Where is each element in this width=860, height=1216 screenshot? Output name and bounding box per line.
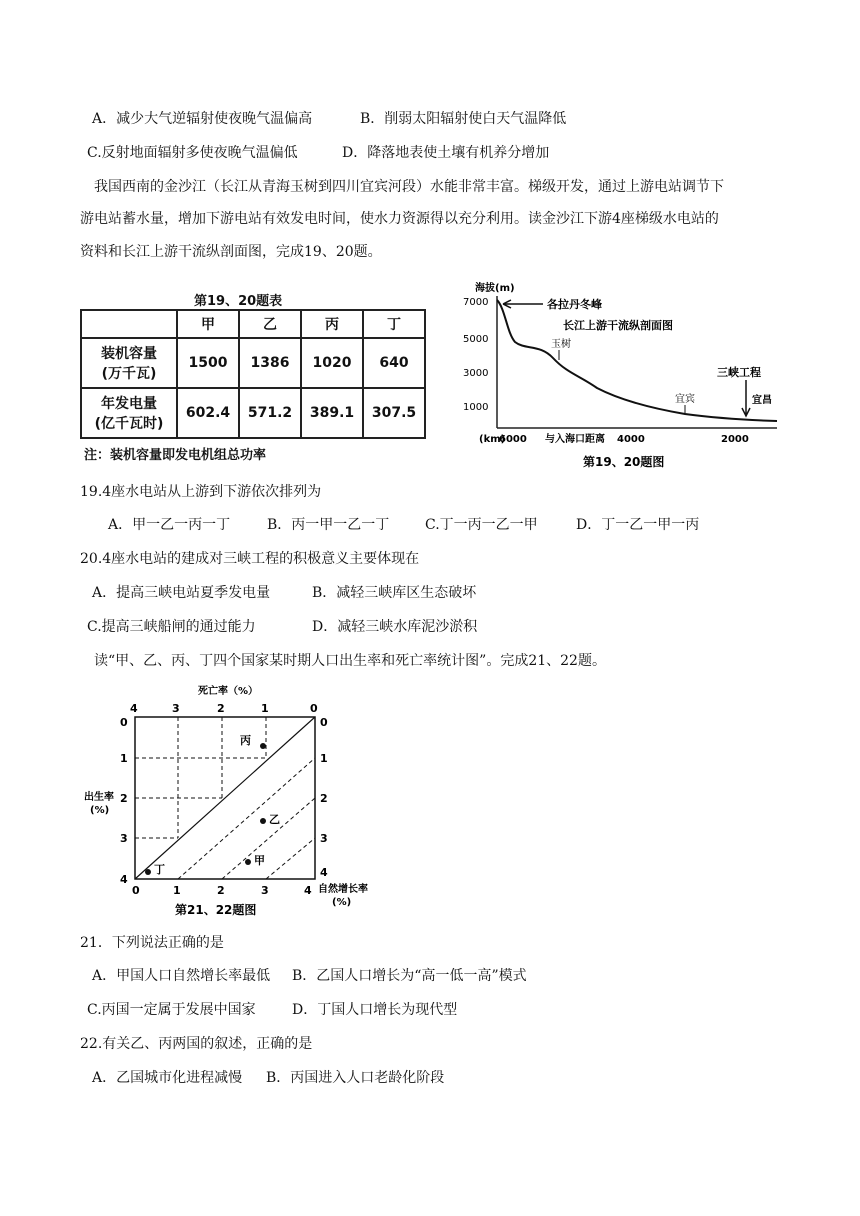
- tri-tick: 4: [320, 866, 328, 879]
- tri-right-label: (%): [332, 897, 352, 908]
- yibin-label: 宜宾: [675, 394, 695, 405]
- point-jia: [245, 859, 251, 865]
- point-label-yi: 乙: [269, 813, 280, 826]
- table-note: 注：装机容量即发电机组总功率: [84, 448, 267, 463]
- sanxia-label: 三峡工程: [717, 366, 761, 379]
- profile-ytick: 3000: [463, 368, 489, 379]
- profile-title: 长江上游干流纵剖面图: [563, 319, 673, 332]
- arrow-icon: [503, 300, 543, 308]
- profile-xtick: 6000: [499, 434, 527, 445]
- tri-gridline: [266, 838, 315, 879]
- profile-x-unit: (km): [479, 434, 506, 445]
- tri-tick: 1: [173, 884, 181, 897]
- q18-option-a: A．减少大气逆辐射使夜晚气温偏高: [92, 111, 313, 127]
- q21-option-d: D．丁国人口增长为现代型: [292, 1002, 458, 1018]
- tri-left-label: (%): [90, 805, 110, 816]
- tri-tick: 3: [261, 884, 269, 897]
- point-bing: [260, 743, 266, 749]
- tri-caption: 第21、22题图: [175, 903, 257, 917]
- tri-tick: 2: [120, 792, 128, 805]
- table-title: 第19、20题表: [194, 294, 283, 309]
- yichang-label: 宜昌: [752, 395, 772, 406]
- q20-option-d: D．减轻三峡水库泥沙淤积: [312, 619, 478, 635]
- table-header: 甲: [177, 310, 239, 338]
- q19-option-b: B．丙一甲一乙一丁: [267, 517, 390, 533]
- profile-caption: 第19、20题图: [583, 455, 665, 469]
- arrow-down-icon: [742, 380, 750, 416]
- q22-option-b: B．丙国进入人口老龄化阶段: [266, 1070, 445, 1086]
- table-cell: 1020: [301, 338, 363, 388]
- tri-tick: 3: [172, 702, 180, 715]
- q19-stem: 19.4座水电站从上游到下游依次排列为: [80, 484, 322, 500]
- profile-ytick: 5000: [463, 334, 489, 345]
- point-yi: [260, 818, 266, 824]
- profile-xtick: 2000: [721, 434, 749, 445]
- q20-option-c: C.提高三峡船闸的通过能力: [87, 619, 256, 635]
- tri-tick: 3: [120, 832, 128, 845]
- tri-tick: 2: [217, 884, 225, 897]
- table-row-label: 年发电量 (亿千瓦时): [81, 388, 177, 438]
- q18-option-d: D．降落地表使土壤有机养分增加: [342, 145, 550, 161]
- profile-xtick: 4000: [617, 434, 645, 445]
- q20-option-b: B．减轻三峡库区生态破坏: [312, 585, 477, 601]
- point-label-ding: 丁: [154, 863, 165, 876]
- tri-tick: 0: [132, 884, 140, 897]
- tri-tick: 4: [130, 702, 138, 715]
- table-cell: 571.2: [239, 388, 301, 438]
- q19-option-d: D．丁一乙一甲一丙: [576, 517, 700, 533]
- tri-tick: 0: [120, 716, 128, 729]
- profile-ytick: 1000: [463, 402, 489, 413]
- point-label-bing: 丙: [240, 734, 251, 747]
- profile-ylabel: 海拔(m): [475, 283, 515, 294]
- table-header: 乙: [239, 310, 301, 338]
- river-profile-chart: [455, 278, 790, 478]
- q21-option-a: A．甲国人口自然增长率最低: [92, 968, 271, 984]
- q22-option-a: A．乙国城市化进程减慢: [92, 1070, 243, 1086]
- tri-tick: 4: [120, 873, 128, 886]
- table-cell: 640: [363, 338, 425, 388]
- tri-tick: 0: [320, 716, 328, 729]
- tri-tick: 1: [320, 752, 328, 765]
- table-cell: 602.4: [177, 388, 239, 438]
- tri-tick: 1: [120, 752, 128, 765]
- peak-label: 各拉丹冬峰: [547, 298, 602, 311]
- tri-tick: 1: [261, 702, 269, 715]
- table-row-label: 装机容量 (万千瓦): [81, 338, 177, 388]
- passage1-line1: 我国西南的金沙江（长江从青海玉树到四川宜宾河段）水能非常丰富。梯级开发，通过上游电站调节下: [94, 179, 724, 195]
- table-header: 丁: [363, 310, 425, 338]
- table-cell: 1500: [177, 338, 239, 388]
- tri-tick: 4: [304, 884, 312, 897]
- yushu-label: 玉树: [551, 339, 571, 350]
- tri-tick: 0: [310, 702, 318, 715]
- q21-option-b: B．乙国人口增长为“高一低一高”模式: [292, 968, 527, 984]
- tri-gridline: [222, 798, 315, 879]
- table-cell: 389.1: [301, 388, 363, 438]
- passage1-line2: 游电站蓄水量，增加下游电站有效发电时间，使水力资源得以充分利用。读金沙江下游4座梯级水电站的: [80, 211, 719, 227]
- point-ding: [145, 869, 151, 875]
- profile-ytick: 7000: [463, 297, 489, 308]
- q21-stem: 21．下列说法正确的是: [80, 935, 224, 951]
- q18-option-c: C.反射地面辐射多使夜晚气温偏低: [87, 145, 298, 161]
- table-corner: [81, 310, 177, 338]
- q19-option-c: C.丁一丙一乙一甲: [425, 517, 538, 533]
- population-triangle-chart: [80, 680, 390, 920]
- q22-stem: 22.有关乙、丙两国的叙述，正确的是: [80, 1036, 313, 1052]
- passage1-line3: 资料和长江上游干流纵剖面图，完成19、20题。: [80, 244, 382, 260]
- point-label-jia: 甲: [254, 854, 265, 867]
- table-header: 丙: [301, 310, 363, 338]
- tri-tick: 2: [320, 792, 328, 805]
- q18-option-b: B．削弱太阳辐射使白天气温降低: [360, 111, 567, 127]
- power-station-table: [80, 309, 426, 439]
- table-cell: 1386: [239, 338, 301, 388]
- q20-option-a: A．提高三峡电站夏季发电量: [92, 585, 271, 601]
- q20-stem: 20.4座水电站的建成对三峡工程的积极意义主要体现在: [80, 551, 420, 567]
- q21-option-c: C.丙国一定属于发展中国家: [87, 1002, 256, 1018]
- tri-right-label: 自然增长率: [318, 884, 368, 895]
- profile-xlabel: 与入海口距离: [545, 434, 605, 445]
- tri-left-label: 出生率: [84, 792, 114, 803]
- tri-tick: 2: [217, 702, 225, 715]
- tri-diagonal: [135, 717, 315, 879]
- passage2: 读“甲、乙、丙、丁四个国家某时期人口出生率和死亡率统计图”。完成21、22题。: [94, 653, 606, 669]
- table-cell: 307.5: [363, 388, 425, 438]
- tri-tick: 3: [320, 832, 328, 845]
- tri-top-label: 死亡率（%）: [198, 686, 259, 697]
- q19-option-a: A．甲一乙一丙一丁: [108, 517, 231, 533]
